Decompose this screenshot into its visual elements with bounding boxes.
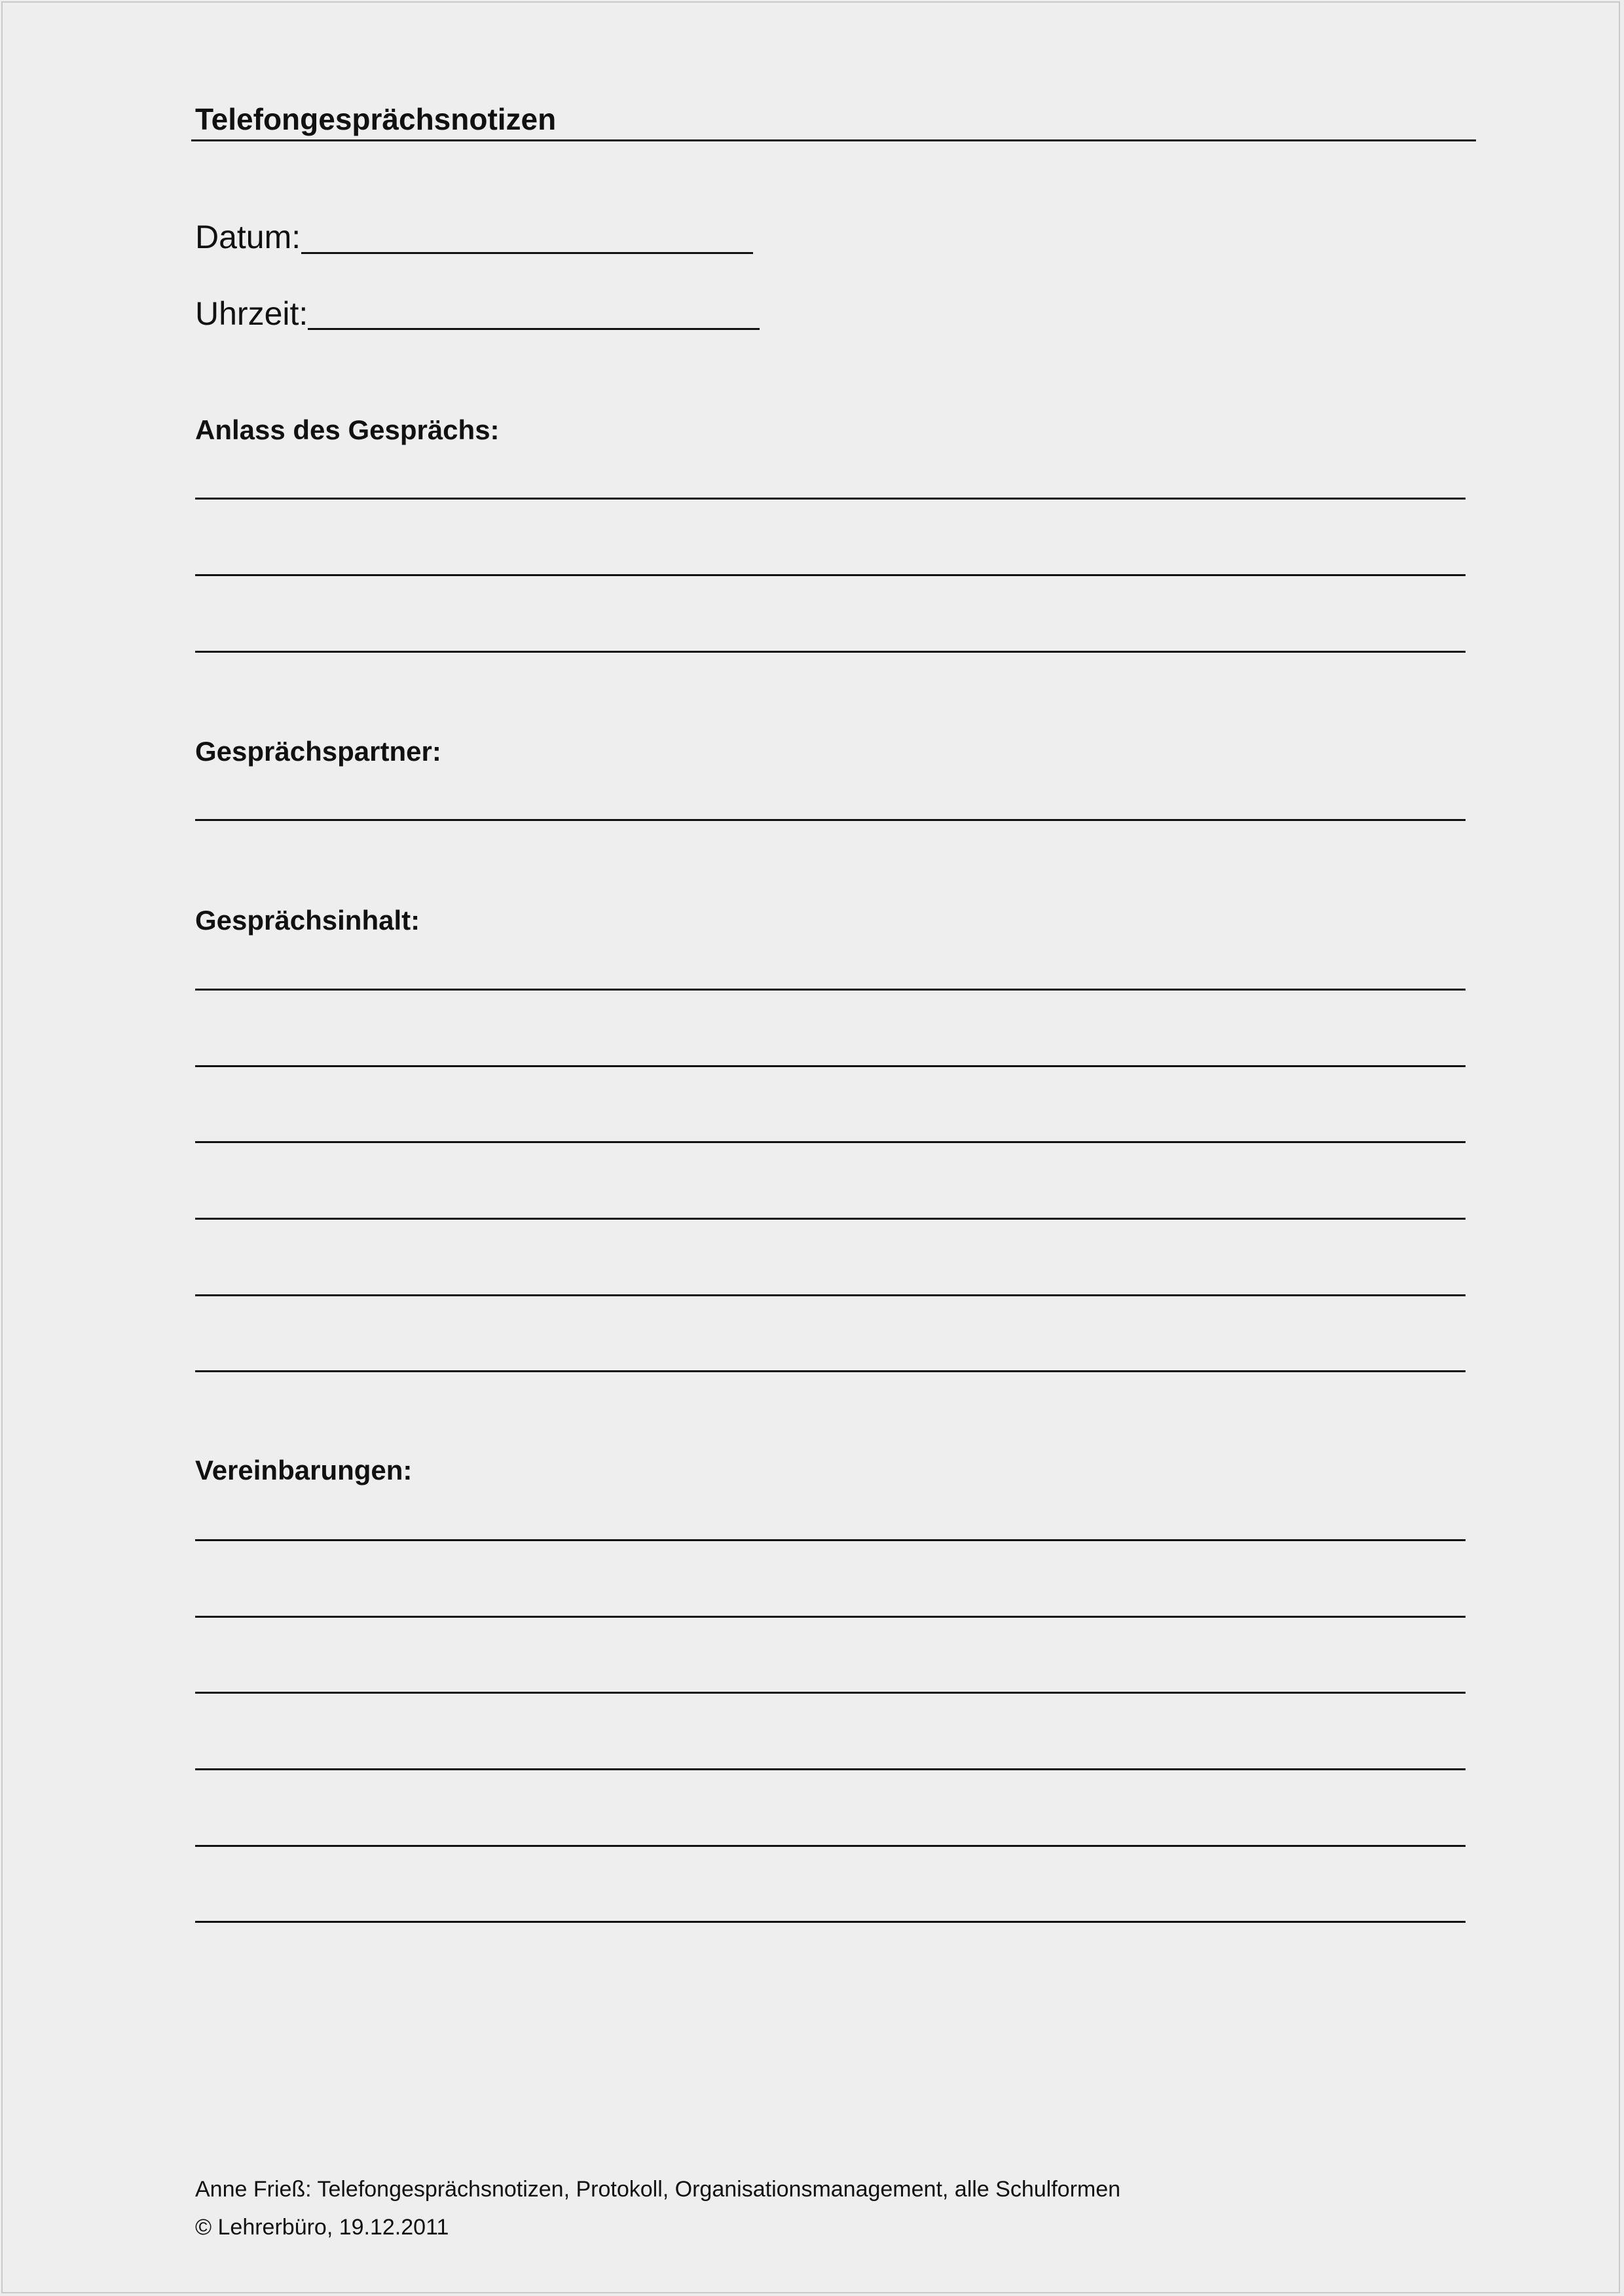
occasion-heading: Anlass des Gesprächs:	[195, 414, 500, 445]
content-heading: Gesprächsinhalt:	[195, 905, 420, 936]
title-underline	[191, 139, 1476, 141]
date-field[interactable]	[301, 252, 753, 254]
agreements-line[interactable]	[195, 1768, 1466, 1770]
agreements-line[interactable]	[195, 1616, 1466, 1618]
agreements-line[interactable]	[195, 1539, 1466, 1541]
partner-heading: Gesprächspartner:	[195, 736, 441, 767]
content-line[interactable]	[195, 1065, 1466, 1067]
content-line[interactable]	[195, 1370, 1466, 1372]
agreements-line[interactable]	[195, 1845, 1466, 1847]
content-line[interactable]	[195, 1294, 1466, 1296]
agreements-heading: Vereinbarungen:	[195, 1455, 413, 1485]
time-field[interactable]	[308, 328, 760, 330]
content-line[interactable]	[195, 989, 1466, 991]
occasion-line[interactable]	[195, 498, 1466, 500]
occasion-line[interactable]	[195, 651, 1466, 653]
time-label: Uhrzeit:	[195, 295, 308, 332]
agreements-line[interactable]	[195, 1692, 1466, 1694]
content-line[interactable]	[195, 1141, 1466, 1143]
agreements-line[interactable]	[195, 1921, 1466, 1923]
date-label: Datum:	[195, 219, 301, 255]
content-line[interactable]	[195, 1218, 1466, 1220]
footer-copyright-line: © Lehrerbüro, 19.12.2011	[195, 2215, 449, 2240]
footer-author-line: Anne Frieß: Telefongesprächsnotizen, Protokoll, Organisationsmanagement, alle Schulformen	[195, 2177, 1121, 2202]
document-page	[1, 1, 1620, 2293]
occasion-line[interactable]	[195, 574, 1466, 576]
page-title: Telefongesprächsnotizen	[195, 102, 557, 136]
partner-line[interactable]	[195, 819, 1466, 821]
